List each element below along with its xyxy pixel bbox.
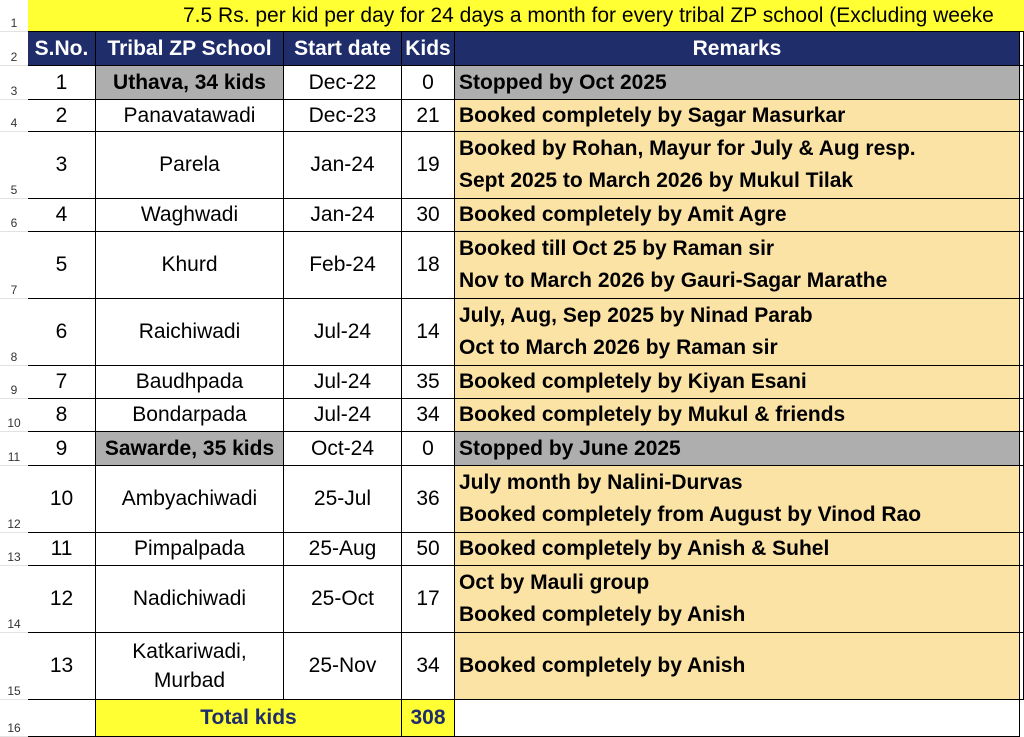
remark-line: Oct by Mauli group xyxy=(459,571,650,594)
start-date-cell[interactable]: Feb-24 xyxy=(284,232,402,299)
remark-line: Booked completely by Sagar Masurkar xyxy=(459,103,846,127)
remarks-cell[interactable] xyxy=(455,299,1020,366)
row-header[interactable]: 4 xyxy=(0,100,28,132)
kids-cell[interactable]: 18 xyxy=(402,232,455,299)
remark-line: July, Aug, Sep 2025 by Ninad Parab xyxy=(459,304,813,327)
kids-cell[interactable]: 34 xyxy=(402,633,455,700)
empty-cell[interactable] xyxy=(1020,66,1024,100)
sno-cell[interactable]: 13 xyxy=(28,633,96,700)
row-header[interactable]: 8 xyxy=(0,299,28,366)
remark-line: Booked completely from August by Vinod Rao xyxy=(459,503,922,526)
remark-line: Booked completely by Anish xyxy=(459,654,746,677)
empty-cell[interactable] xyxy=(1020,466,1024,533)
row-header[interactable]: 10 xyxy=(0,399,28,432)
remarks-cell[interactable] xyxy=(455,399,1020,432)
school-cell[interactable]: Nadichiwadi xyxy=(96,566,284,633)
start-date-cell[interactable]: Oct-24 xyxy=(284,432,402,466)
remarks-cell[interactable] xyxy=(455,199,1020,232)
start-date-cell[interactable]: Dec-23 xyxy=(284,100,402,132)
start-date-cell[interactable]: 25-Aug xyxy=(284,533,402,566)
start-date-cell[interactable]: Jan-24 xyxy=(284,132,402,199)
total-label[interactable]: Total kids xyxy=(96,700,402,737)
row-header[interactable]: 14 xyxy=(0,566,28,633)
school-cell[interactable]: Bondarpada xyxy=(96,399,284,432)
column-header-school[interactable]: Tribal ZP School xyxy=(96,32,284,66)
sno-cell[interactable]: 9 xyxy=(28,432,96,466)
remark-line: Stopped by Oct 2025 xyxy=(459,70,667,94)
school-cell[interactable]: Khurd xyxy=(96,232,284,299)
school-cell[interactable]: Panavatawadi xyxy=(96,100,284,132)
start-date-cell[interactable]: Jul-24 xyxy=(284,399,402,432)
empty-cell[interactable] xyxy=(1020,132,1024,199)
remark-line: Sept 2025 to March 2026 by Mukul Tilak xyxy=(459,169,854,192)
school-line: Murbad xyxy=(153,669,226,692)
remark-line: Booked completely by Anish xyxy=(459,603,746,626)
kids-cell[interactable]: 0 xyxy=(402,66,455,100)
kids-cell[interactable]: 14 xyxy=(402,299,455,366)
row-header[interactable]: 13 xyxy=(0,533,28,566)
empty-cell[interactable] xyxy=(1020,232,1024,299)
school-cell[interactable]: Uthava, 34 kids xyxy=(96,66,284,100)
remarks-cell[interactable] xyxy=(455,100,1020,132)
sno-cell[interactable]: 4 xyxy=(28,199,96,232)
empty-cell[interactable] xyxy=(1020,566,1024,633)
remark-line: Booked till Oct 25 by Raman sir xyxy=(459,237,775,260)
empty-cell[interactable] xyxy=(1020,399,1024,432)
school-cell[interactable]: Sawarde, 35 kids xyxy=(96,432,284,466)
school-cell[interactable]: Pimpalpada xyxy=(96,533,284,566)
remark-line: July month by Nalini-Durvas xyxy=(459,471,743,494)
empty-cell[interactable] xyxy=(1020,100,1024,132)
empty-cell[interactable] xyxy=(1020,299,1024,366)
row-header[interactable]: 15 xyxy=(0,633,28,700)
empty-cell[interactable] xyxy=(455,700,1020,737)
remarks-cell[interactable] xyxy=(455,132,1020,199)
empty-cell[interactable] xyxy=(1020,432,1024,466)
remark-line: Booked completely by Mukul & friends xyxy=(459,403,846,426)
column-header-start[interactable]: Start date xyxy=(284,32,402,66)
remarks-cell[interactable] xyxy=(455,566,1020,633)
kids-cell[interactable]: 35 xyxy=(402,366,455,399)
row-header[interactable]: 16 xyxy=(0,700,28,737)
kids-cell[interactable]: 21 xyxy=(402,100,455,132)
empty-cell[interactable] xyxy=(1020,533,1024,566)
remark-line: Booked by Rohan, Mayur for July & Aug resp. xyxy=(459,137,916,160)
row-header[interactable]: 7 xyxy=(0,232,28,299)
row-header[interactable]: 12 xyxy=(0,466,28,533)
start-date-cell[interactable]: 25-Oct xyxy=(284,566,402,633)
school-cell[interactable]: Baudhpada xyxy=(96,366,284,399)
sno-cell[interactable]: 1 xyxy=(28,66,96,100)
remarks-cell[interactable] xyxy=(455,432,1020,466)
remarks-cell[interactable] xyxy=(455,366,1020,399)
kids-cell[interactable]: 50 xyxy=(402,533,455,566)
sno-cell[interactable]: 10 xyxy=(28,466,96,533)
sno-cell[interactable]: 7 xyxy=(28,366,96,399)
column-header-kids[interactable]: Kids xyxy=(402,32,455,66)
kids-cell[interactable]: 30 xyxy=(402,199,455,232)
row-header[interactable]: 5 xyxy=(0,132,28,199)
column-header-sno[interactable]: S.No. xyxy=(28,32,96,66)
start-date-cell[interactable]: Jul-24 xyxy=(284,366,402,399)
remarks-cell[interactable] xyxy=(455,533,1020,566)
remark-line: Booked completely by Kiyan Esani xyxy=(459,370,807,393)
start-date-cell[interactable]: Jan-24 xyxy=(284,199,402,232)
school-cell[interactable]: Parela xyxy=(96,132,284,199)
sno-cell[interactable]: 11 xyxy=(28,533,96,566)
remark-line: Booked completely by Anish & Suhel xyxy=(459,537,830,560)
sno-cell[interactable]: 8 xyxy=(28,399,96,432)
row-header[interactable]: 11 xyxy=(0,432,28,466)
start-date-cell[interactable]: 25-Nov xyxy=(284,633,402,700)
kids-cell[interactable]: 17 xyxy=(402,566,455,633)
row-header[interactable]: 2 xyxy=(0,32,28,66)
school-line: Katkariwadi, xyxy=(132,640,247,663)
remark-line: Stopped by June 2025 xyxy=(459,436,681,460)
sno-cell[interactable]: 5 xyxy=(28,232,96,299)
column-header-remarks[interactable]: Remarks xyxy=(455,32,1020,66)
remarks-cell[interactable] xyxy=(455,232,1020,299)
start-date-cell[interactable]: 25-Jul xyxy=(284,466,402,533)
start-date-cell[interactable]: Jul-24 xyxy=(284,299,402,366)
remark-line: Oct to March 2026 by Raman sir xyxy=(459,336,778,359)
school-cell[interactable]: Raichiwadi xyxy=(96,299,284,366)
row-header[interactable]: 3 xyxy=(0,66,28,100)
row-header[interactable]: 1 xyxy=(0,0,28,32)
sno-cell[interactable]: 2 xyxy=(28,100,96,132)
total-value[interactable]: 308 xyxy=(402,700,455,737)
sno-cell[interactable]: 12 xyxy=(28,566,96,633)
sno-cell[interactable]: 6 xyxy=(28,299,96,366)
remark-line: Booked completely by Amit Agre xyxy=(459,203,787,226)
kids-cell[interactable]: 0 xyxy=(402,432,455,466)
row-header[interactable]: 6 xyxy=(0,199,28,232)
empty-cell[interactable] xyxy=(1020,633,1024,700)
empty-cell[interactable] xyxy=(28,700,96,737)
remark-line: Nov to March 2026 by Gauri-Sagar Marathe xyxy=(459,269,888,292)
empty-cell[interactable] xyxy=(1020,366,1024,399)
title-banner[interactable]: 7.5 Rs. per kid per day for 24 days a month for every tribal ZP school (Excluding weeke xyxy=(28,0,1024,32)
remarks-cell[interactable] xyxy=(455,466,1020,533)
empty-cell[interactable] xyxy=(1020,199,1024,232)
empty-cell[interactable] xyxy=(1020,32,1024,66)
remarks-cell[interactable] xyxy=(455,66,1020,100)
kids-cell[interactable]: 36 xyxy=(402,466,455,533)
school-cell[interactable] xyxy=(96,633,284,700)
kids-cell[interactable]: 19 xyxy=(402,132,455,199)
kids-cell[interactable]: 34 xyxy=(402,399,455,432)
school-cell[interactable]: Waghwadi xyxy=(96,199,284,232)
row-header[interactable]: 9 xyxy=(0,366,28,399)
sno-cell[interactable]: 3 xyxy=(28,132,96,199)
remarks-cell[interactable] xyxy=(455,633,1020,700)
start-date-cell[interactable]: Dec-22 xyxy=(284,66,402,100)
school-cell[interactable]: Ambyachiwadi xyxy=(96,466,284,533)
